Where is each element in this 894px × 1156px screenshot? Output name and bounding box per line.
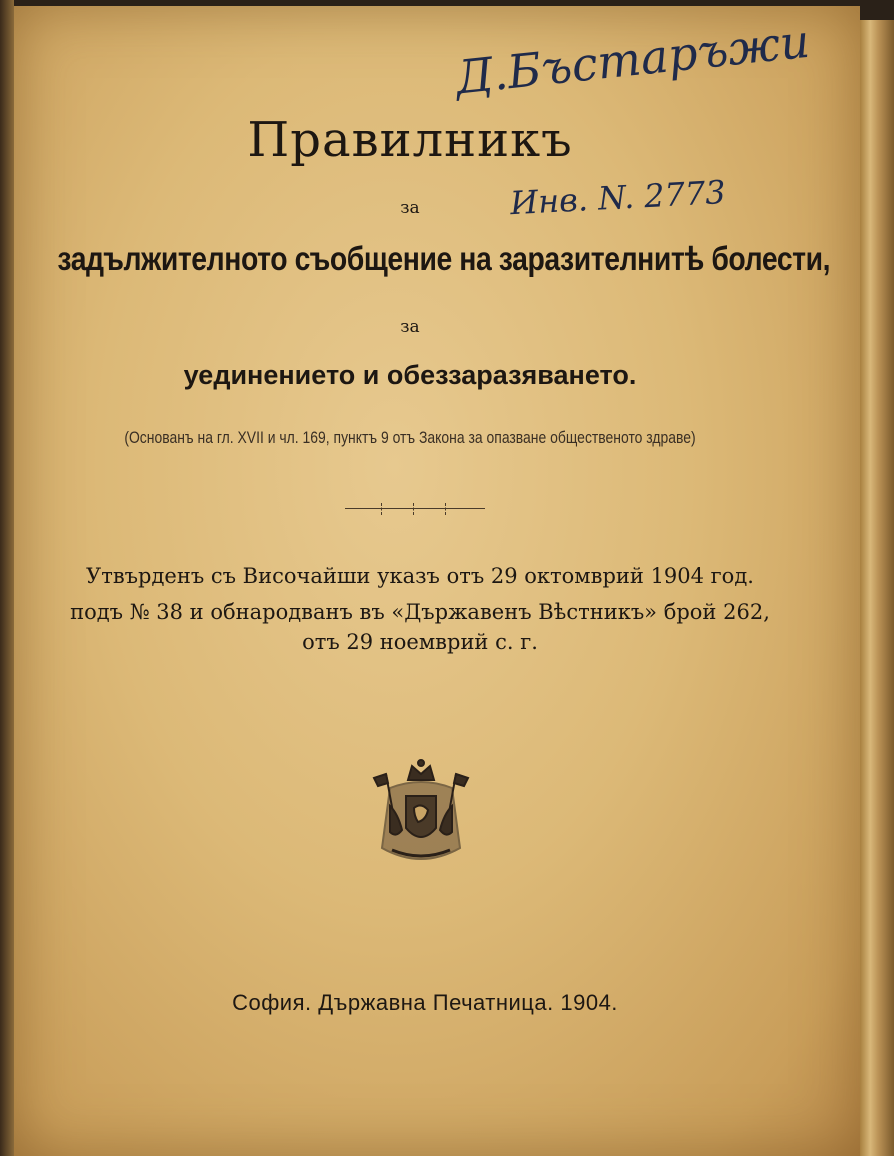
publisher-imprint: София. Държавна Печатница. 1904. xyxy=(232,990,618,1015)
page-edges xyxy=(860,20,894,1156)
document-subtitle: задължителното съобщение на заразителнитѣ болести, xyxy=(57,240,831,277)
handwritten-signature: Д.Бъстаръжи xyxy=(453,13,813,105)
connector-za-1: за xyxy=(400,198,420,218)
ornamental-divider xyxy=(345,508,485,511)
legal-basis-note: (Основанъ на гл. XVII и чл. 169, пунктъ 9 отъ Закона за опазване общественото здраве) xyxy=(124,428,696,447)
coat-of-arms-icon xyxy=(368,758,474,876)
connector-za-2: за xyxy=(400,317,420,337)
document-title: Правилникъ xyxy=(247,112,573,168)
handwritten-inventory-number: Инв. N. 2773 xyxy=(509,173,727,223)
approval-line-2: подъ № 38 и обнародванъ въ «Държавенъ Вѣстникъ» брой 262, xyxy=(70,600,770,624)
approval-line-1: Утвърденъ съ Височайши указъ отъ 29 октомврий 1904 год. xyxy=(86,564,754,588)
document-subtitle-2: уединението и обеззаразяването. xyxy=(183,360,637,390)
approval-line-3: отъ 29 ноемврий с. г. xyxy=(302,630,538,654)
